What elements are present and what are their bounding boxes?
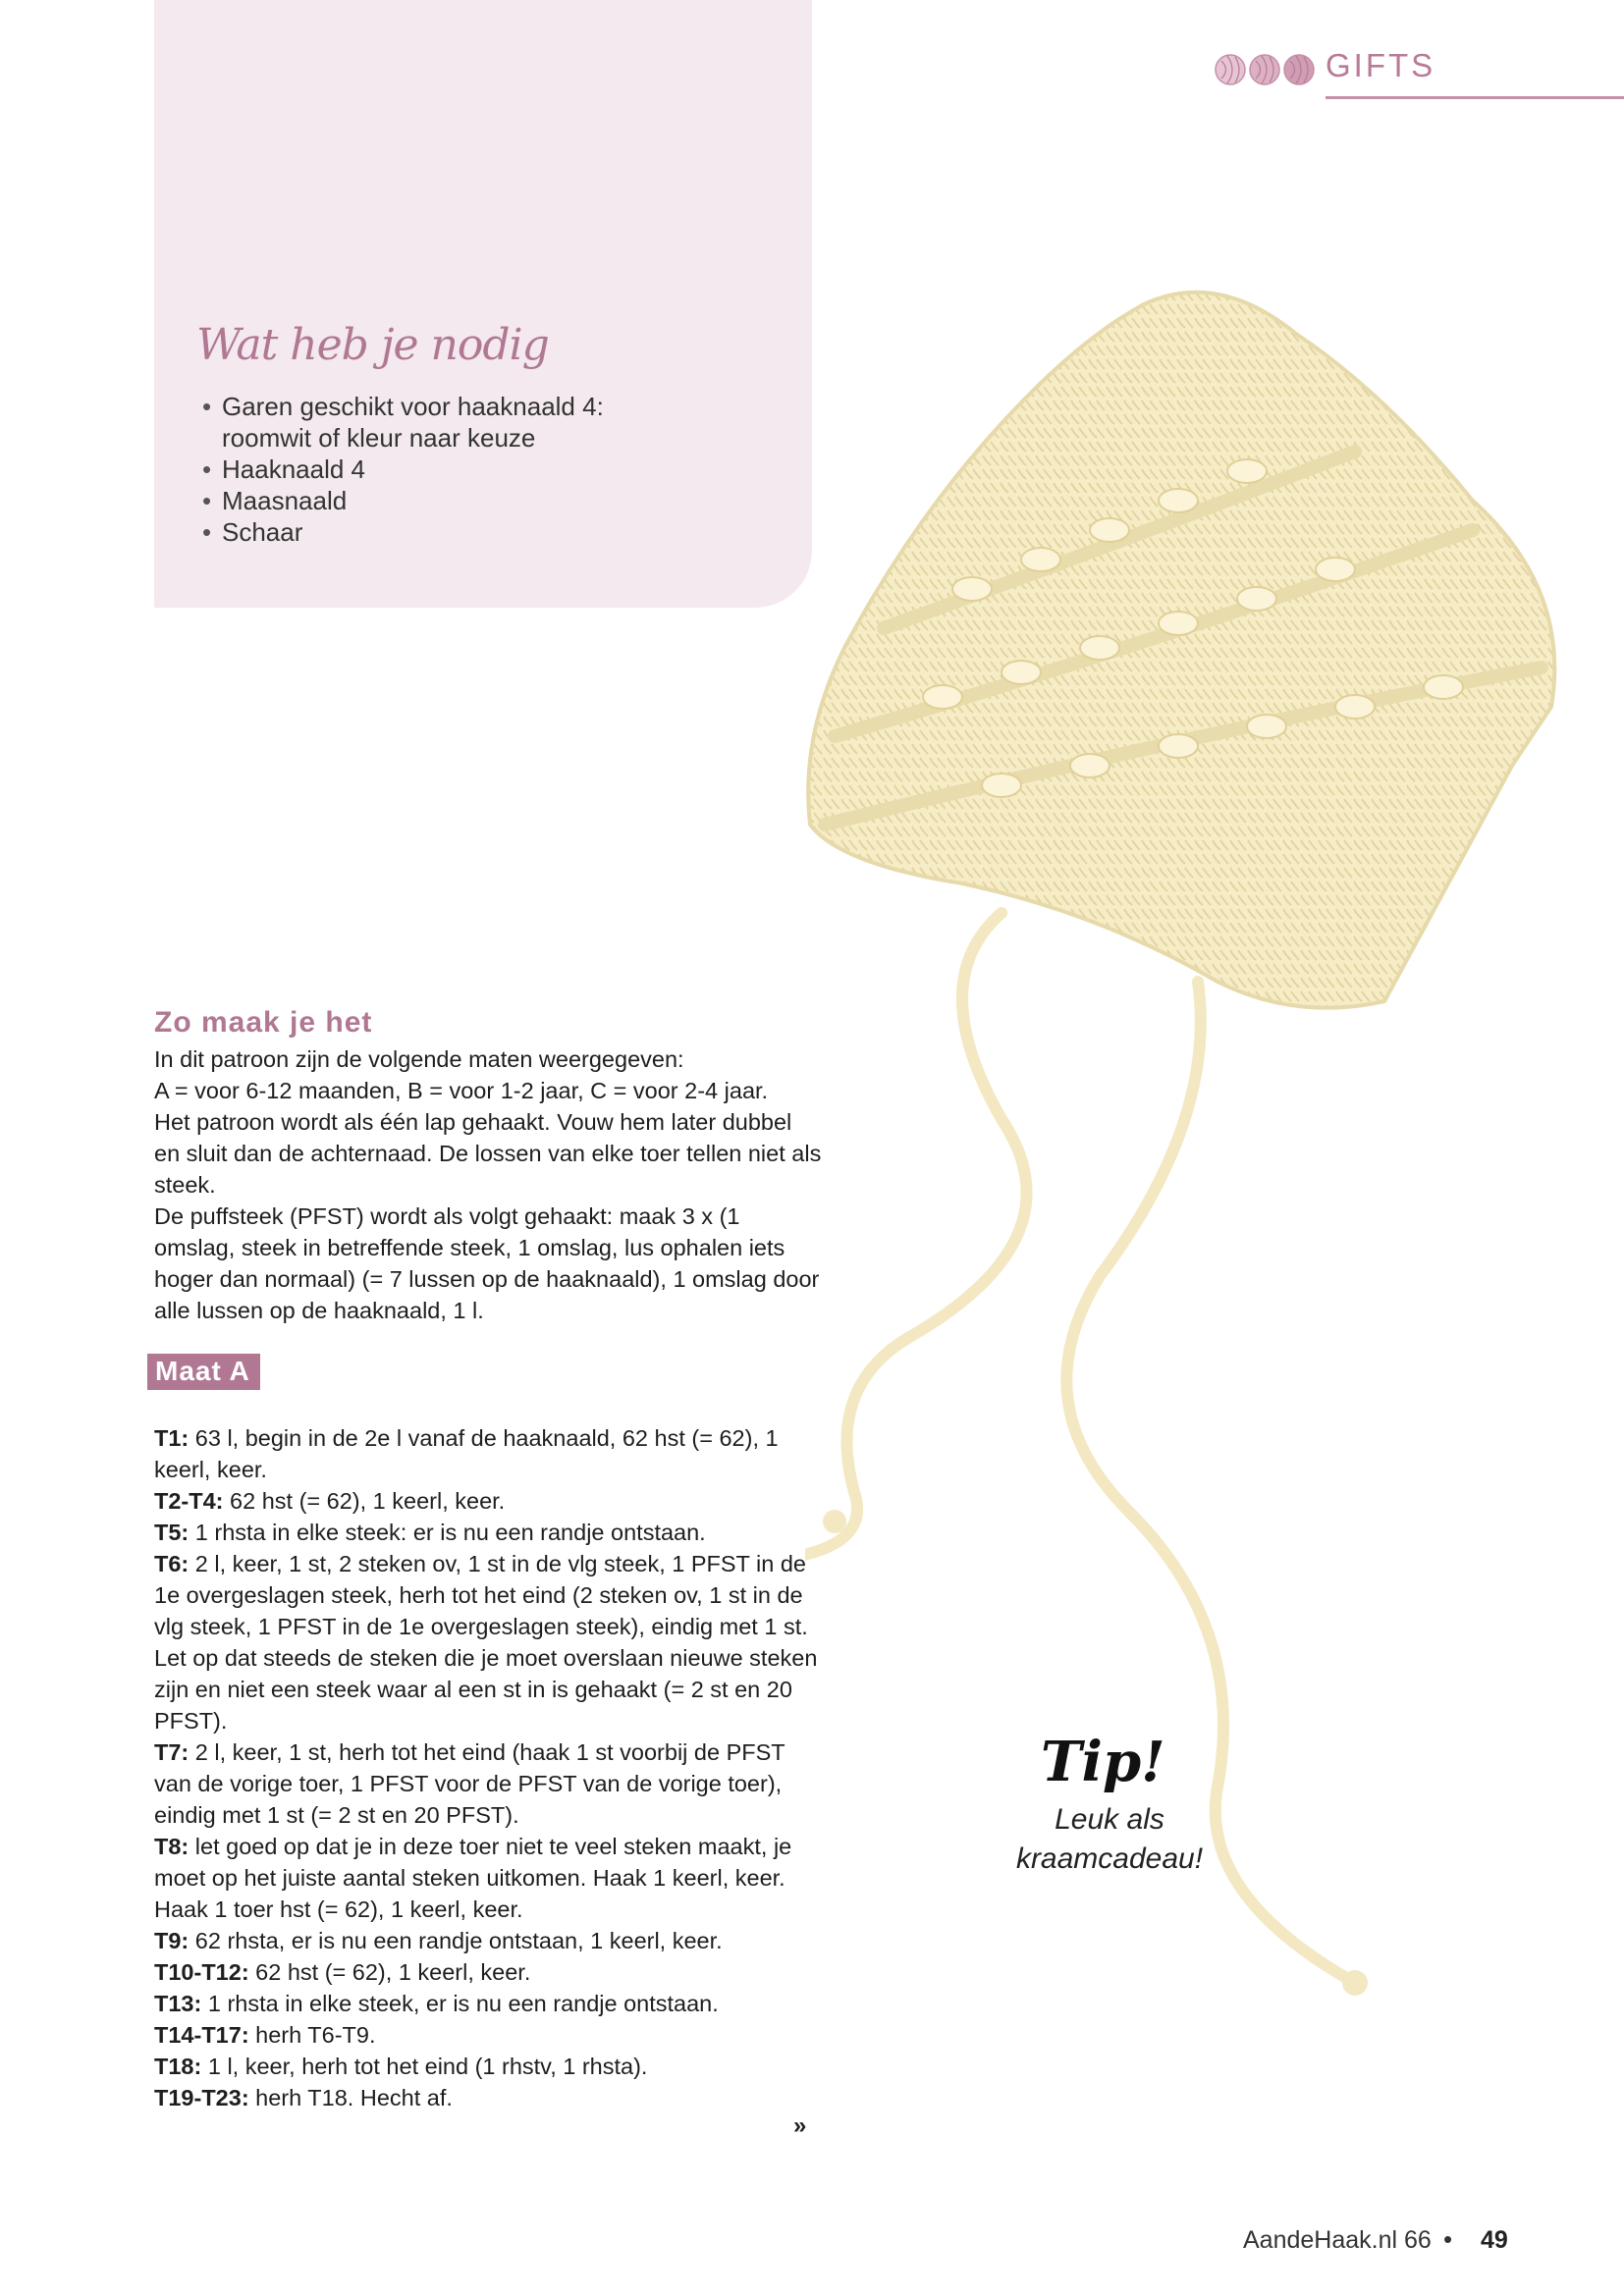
row-text: 62 hst (= 62), 1 keerl, keer. xyxy=(248,1959,531,1985)
row-label: T7: xyxy=(154,1739,189,1765)
footer-separator: • xyxy=(1443,2224,1453,2254)
list-item: • Maasnaald xyxy=(202,485,674,516)
materials-title: Wat heb je nodig xyxy=(196,320,549,370)
page-number: 49 xyxy=(1481,2226,1508,2254)
pattern-row xyxy=(154,1517,822,1548)
section-divider xyxy=(1326,96,1624,99)
row-label: T9: xyxy=(154,1928,189,1953)
row-label: T6: xyxy=(154,1551,189,1576)
row-label: T10-T12: xyxy=(154,1959,249,1985)
yarn-balls-icon xyxy=(1214,51,1318,88)
row-text: 62 hst (= 62), 1 keerl, keer. xyxy=(223,1488,506,1514)
row-label: T1: xyxy=(154,1425,189,1451)
row-label: T18: xyxy=(154,2054,202,2079)
intro-paragraph: Het patroon wordt als één lap gehaakt. Vouw hem later dubbel en sluit dan de achternaad. De lossen van elke toer tellen niet als steek. xyxy=(154,1109,822,1198)
instructions-intro xyxy=(154,1043,822,1326)
bonnet-photo xyxy=(805,275,1591,2042)
list-item: • Haaknaald 4 xyxy=(202,454,674,485)
row-text: herh T18. Hecht af. xyxy=(248,2085,453,2110)
pattern-row xyxy=(154,1894,822,1925)
list-item: • Schaar xyxy=(202,516,674,548)
row-label: T5: xyxy=(154,1520,189,1545)
pattern-row xyxy=(154,2019,822,2051)
row-label: T19-T23: xyxy=(154,2085,249,2110)
pattern-row xyxy=(154,1422,822,1485)
pattern-row xyxy=(154,1485,822,1517)
section-label: GIFTS xyxy=(1326,47,1436,83)
pattern-row xyxy=(154,1956,822,1988)
pattern-row xyxy=(154,2051,822,2082)
row-label: T8: xyxy=(154,1834,189,1859)
pattern-row xyxy=(154,1736,822,1831)
size-a-badge: Maat A xyxy=(147,1354,260,1390)
intro-paragraph: De puffsteek (PFST) wordt als volgt gehaakt: maak 3 x (1 omslag, steek in betreffende steek, 1 omslag, lus ophalen iets hoger dan normaal) (= 7 lussen op de haaknaald), 1 omslag door alle lussen op de haaknaald, 1 l. xyxy=(154,1203,820,1323)
row-text: 2 l, keer, 1 st, herh tot het eind (haak 1 st voorbij de PFST van de vorige toer, 1 PFST voor de PFST van de vorige toer), eindig met 1 st (= 2 st en 20 PFST). xyxy=(154,1739,785,1828)
row-text: Haak 1 toer hst (= 62), 1 keerl, keer. xyxy=(154,1896,523,1922)
pattern-row xyxy=(154,1548,822,1736)
row-text: 1 rhsta in elke steek, er is nu een randje ontstaan. xyxy=(201,1991,719,2016)
pattern-row xyxy=(154,2082,822,2113)
row-text: let goed op dat je in deze toer niet te veel steken maakt, je moet op het juiste aantal steken uitkomen. Haak 1 keerl, keer. xyxy=(154,1834,792,1891)
row-text: 2 l, keer, 1 st, 2 steken ov, 1 st in de vlg steek, 1 PFST in de 1e overgeslagen steek, herh tot het eind (2 steken ov, 1 st in de vlg steek, 1 PFST in de 1e overgeslagen steek), eindig met 1 st. Let op dat steeds de steken die je moet overslaan nieuwe steken zijn en niet een steek waar al een st in is gehaakt (= 2 st en 20 PFST). xyxy=(154,1551,818,1734)
footer-site: AandeHaak.nl 66 xyxy=(1243,2226,1432,2254)
intro-paragraph: A = voor 6-12 maanden, B = voor 1-2 jaar, C = voor 2-4 jaar. xyxy=(154,1078,769,1103)
row-text: 1 rhsta in elke steek: er is nu een randje ontstaan. xyxy=(189,1520,706,1545)
row-label: T2-T4: xyxy=(154,1488,224,1514)
row-text: 63 l, begin in de 2e l vanaf de haaknaald, 62 hst (= 62), 1 keerl, keer. xyxy=(154,1425,779,1482)
instructions-title: Zo maak je het xyxy=(154,1006,373,1039)
row-label: T13: xyxy=(154,1991,202,2016)
pattern-row xyxy=(154,1925,822,1956)
row-text: 1 l, keer, herh tot het eind (1 rhstv, 1 rhsta). xyxy=(201,2054,648,2079)
intro-paragraph: In dit patroon zijn de volgende maten weergegeven: xyxy=(154,1046,684,1072)
row-text: 62 rhsta, er is nu een randje ontstaan, 1 keerl, keer. xyxy=(189,1928,723,1953)
row-text: herh T6-T9. xyxy=(248,2022,376,2048)
list-item: • Garen geschikt voor haaknaald 4: roomwit of kleur naar keuze xyxy=(202,391,674,454)
materials-list xyxy=(202,391,674,548)
continue-arrow-icon: » xyxy=(793,2112,807,2139)
pattern-row xyxy=(154,1831,822,1894)
row-label: T14-T17: xyxy=(154,2022,249,2048)
pattern-row xyxy=(154,1988,822,2019)
tip-text: Leuk als kraamcadeau! xyxy=(1015,1803,1204,1875)
tip-title: Tip! xyxy=(1041,1730,1165,1794)
pattern-rows xyxy=(154,1422,822,2113)
